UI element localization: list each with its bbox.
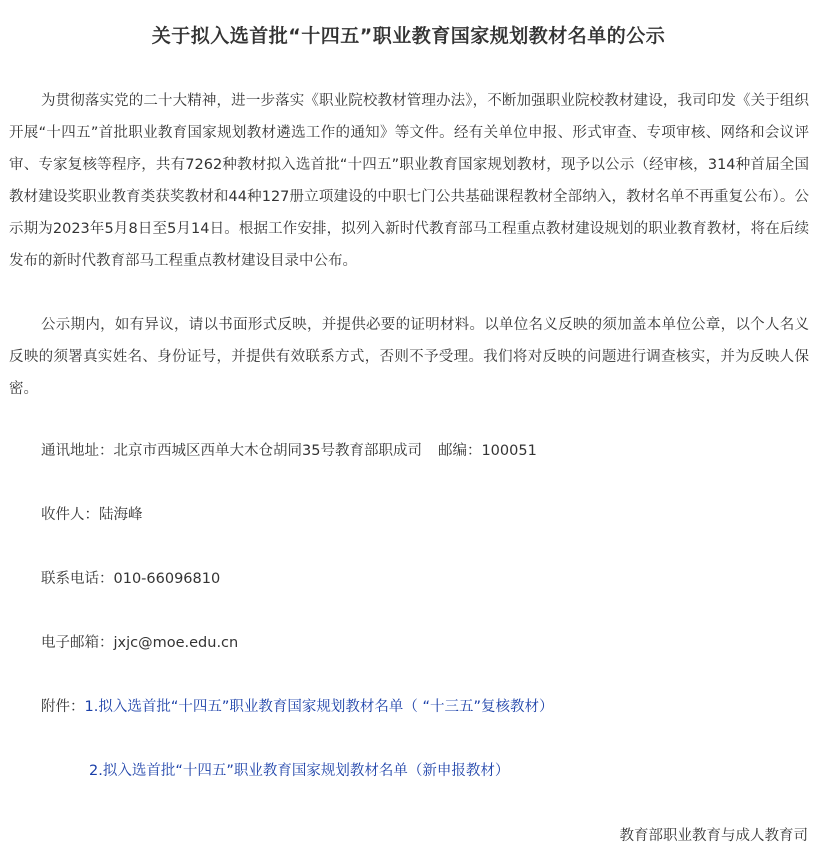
attachment-number-2: 2. xyxy=(89,763,103,779)
contact-phone: 联系电话：010-66096810 xyxy=(41,571,221,587)
attachment-row-1 xyxy=(41,695,554,719)
attachment-title-1: 拟入选首批“十四五”职业教育国家规划教材名单（ “十三五”复核教材） xyxy=(98,699,554,715)
contact-address: 通讯地址：北京市西城区西单大木仓胡同35号教育部职成司 xyxy=(41,443,422,459)
page-title: 关于拟入选首批“十四五”职业教育国家规划教材名单的公示 xyxy=(151,25,666,47)
issuer-signature: 教育部职业教育与成人教育司 xyxy=(619,828,808,844)
attachment-title-2: 拟入选首批“十四五”职业教育国家规划教材名单（新申报教材） xyxy=(102,763,510,779)
attachment-number-1: 1. xyxy=(84,699,99,715)
attachment-label: 附件： xyxy=(41,699,85,715)
announcement-paragraph-2: 公示期内，如有异议，请以书面形式反映，并提供必要的证明材料。以单位名义反映的须加盖本单位公章，以个人名义反映的须署真实姓名、身份证号，并提供有效联系方式，否则不予受理。我们将对反映的问题进行调查核实，并为反映人保密。 xyxy=(9,317,809,397)
announcement-paragraph-1: 为贯彻落实党的二十大精神，进一步落实《职业院校教材管理办法》，不断加强职业院校教材建设，我司印发《关于组织开展“十四五”首批职业教育国家规划教材遴选工作的通知》等文件。经有关单位申报、形式审查、专项审核、网络和会议评审、专家复核等程序，共有7262种教材拟入选首批“十四五”职业教育国家规划教材，现予以公示（经审核，314种首届全国教材建设奖职业教育类获奖教材和44种127册立项建设的中职七门公共基础课程教材全部纳入，教材名单不再重复公布）。公示期为2023年5月8日至5月14日。根据工作安排，拟列入新时代教育部马工程重点教材建设规划的职业教育教材，将在后续发布的新时代教育部马工程重点教材建设目录中公布。 xyxy=(9,93,809,269)
attachment-link-1[interactable] xyxy=(85,699,554,715)
attachment-link-2[interactable] xyxy=(89,763,509,779)
attachment-row-2 xyxy=(89,759,509,783)
contact-recipient: 收件人：陆海峰 xyxy=(41,507,143,523)
contact-postcode: 邮编：100051 xyxy=(437,443,537,459)
contact-email: 电子邮箱：jxjc@moe.edu.cn xyxy=(41,635,239,651)
contact-address-line xyxy=(41,439,537,463)
